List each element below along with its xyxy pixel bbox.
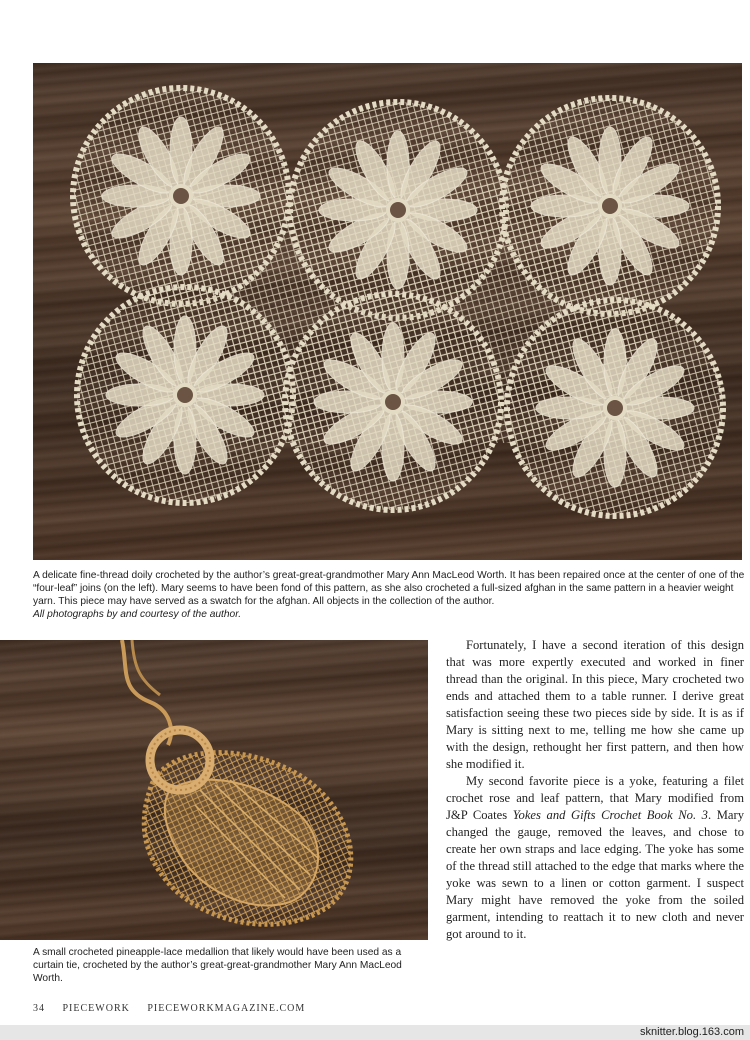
article-body — [446, 637, 744, 943]
paragraph-2-start: My second favorite piece is a yoke, featuring a filet crochet rose and leaf pattern, that Mary modified from J&P Coates — [446, 774, 744, 822]
book-title: Yokes and Gifts Crochet Book No. 3 — [512, 808, 708, 822]
doily-motif — [507, 300, 723, 516]
watermark-bar — [0, 1025, 750, 1040]
medallion-image — [0, 640, 428, 940]
paragraph-1: Fortunately, I have a second iteration of this design that was more expertly executed and worked in finer thread than the original. In this piece, Mary crocheted two ends and attached them to a table runner. I derive great satisfaction seeing these two pieces side by side. It is as if Mary is sitting next to me, telling me how she came up with the design, rethought her first pattern, and then how she modified it. — [446, 638, 744, 771]
doily-motif — [73, 88, 289, 304]
doily-motif — [77, 287, 293, 503]
magazine-website: PIECEWORKMAGAZINE.COM — [147, 1003, 306, 1014]
page-number: 34 — [33, 1003, 45, 1014]
medallion-caption: A small crocheted pineapple-lace medallion that likely would have been used as a curtain tie, crocheted by the author’s great-great-grandmother Mary Ann MacLeod Worth. — [33, 947, 402, 984]
doily-motif — [502, 98, 718, 314]
doily-photo — [33, 63, 742, 560]
magazine-name: PIECEWORK — [62, 1003, 130, 1014]
doily-motif — [290, 102, 506, 318]
doily-lace — [73, 88, 723, 516]
medallion-cord — [122, 640, 171, 745]
photo-credit: All photographs by and courtesy of the author. — [33, 609, 242, 620]
watermark-text: sknitter.blog.163.com — [640, 1026, 744, 1038]
medallion-photo — [0, 640, 428, 940]
paragraph-2 — [446, 773, 744, 943]
page-footer — [33, 1003, 433, 1014]
doily-motif — [285, 294, 501, 510]
medallion-lace — [144, 753, 351, 925]
paragraph-2-end: . Mary changed the gauge, removed the leaves, and chose to create her own straps and lace edging. The yoke has some of the thread still attached to the edge that marks where the yoke was sewn to a linen or cotton garment. I suspect Mary might have removed the yoke from the soiled garment, intending to reattach it to new cloth and never got around to it. — [446, 808, 745, 941]
doily-image — [33, 63, 742, 560]
doily-caption-text: A delicate fine-thread doily crocheted by the author’s great-great-grandmother Mary Ann MacLeod Worth. It has been repaired once at the center of one of the “four-leaf” joins (on the left). Mary seems to have been fond of this pattern, as she also crocheted a full-sized afghan in the same pattern in a heavier weight yarn. This piece may have served as a swatch for the afghan. All objects in the collection of the author. — [33, 570, 745, 607]
doily-caption — [33, 569, 745, 621]
